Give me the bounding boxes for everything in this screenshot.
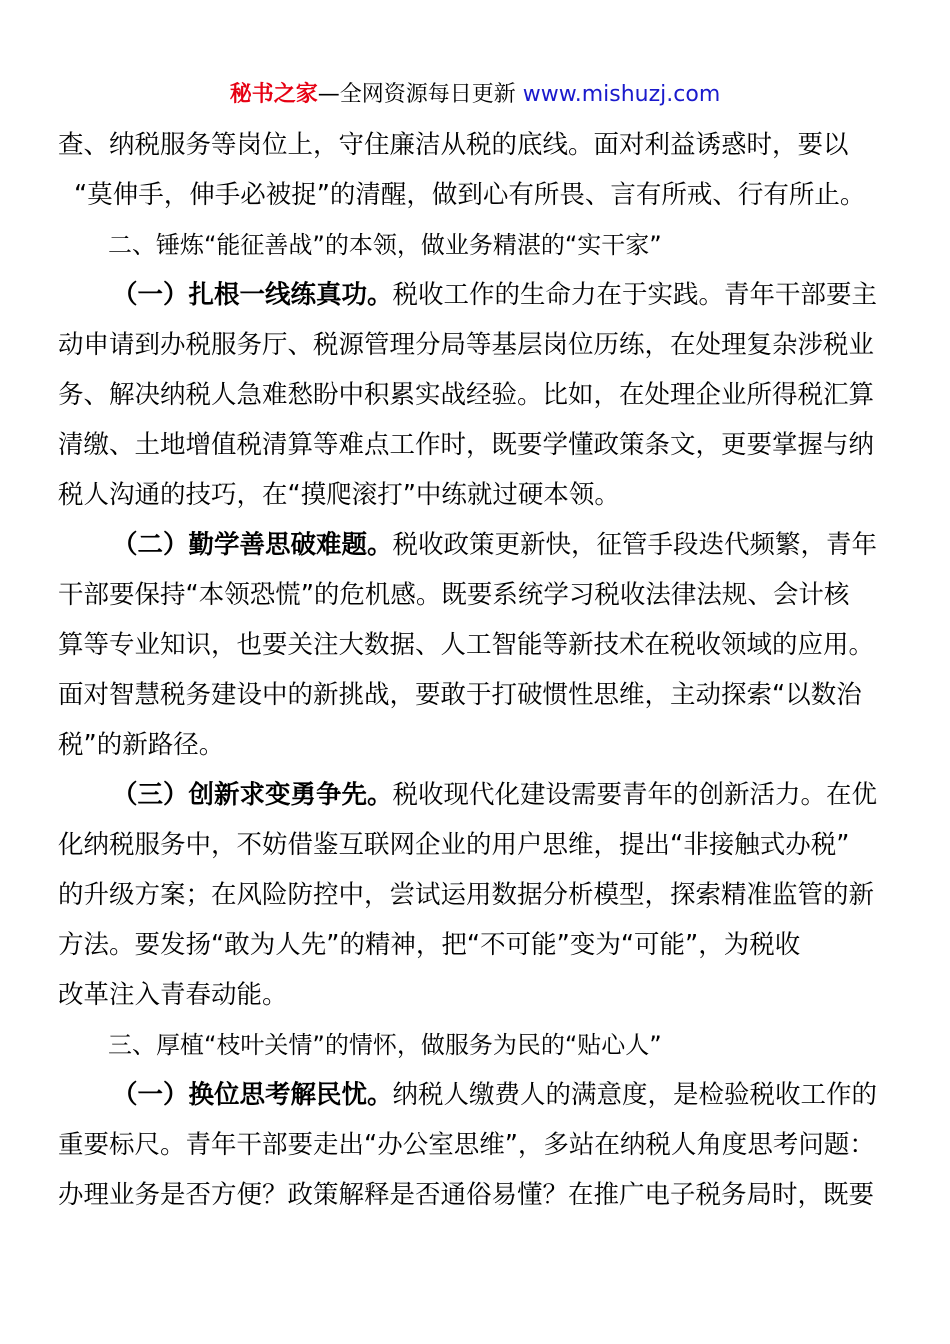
text-line: 算等专业知识，也要关注大数据、人工智能等新技术在税收领域的应用。 (58, 630, 875, 660)
section-heading: 三、厚植“枝叶关情”的情怀，做服务为民的“贴心人” (108, 1031, 662, 1059)
text-line: “莫伸手，伸手必被捉”的清醒，做到心有所畏、言有所戒、行有所止。 (74, 180, 866, 210)
site-url-link[interactable]: www.mishuzj.com (522, 82, 721, 107)
text-line: 化纳税服务中，不妨借鉴互联网企业的用户思维，提出“非接触式办税” (58, 830, 850, 860)
paragraph-heading-line: （一）扎根一线练真功。税收工作的生命力在于实践。青年干部要主 (112, 280, 878, 310)
text-line: 干部要保持“本领恐慌”的危机感。既要系统学习税收法律法规、会计核 (58, 580, 850, 610)
section-heading: 二、锤炼“能征善战”的本领，做业务精湛的“实干家” (108, 231, 662, 259)
text-line: 办理业务是否方便？政策解释是否通俗易懂？在推广电子税务局时，既要 (58, 1180, 875, 1210)
text-line: 税”的新路径。 (58, 730, 225, 760)
text-line: 清缴、土地增值税清算等难点工作时，既要学懂政策条文，更要掌握与纳 (58, 430, 875, 460)
site-brand: 秘书之家 (229, 82, 318, 107)
subheading: （二）勤学善思破难题。 (112, 530, 393, 560)
text-line: 税人沟通的技巧，在“摸爬滚打”中练就过硬本领。 (58, 480, 620, 510)
text-line: 改革注入青春动能。 (58, 980, 288, 1010)
text-line: 查、纳税服务等岗位上，守住廉洁从税的底线。面对利益诱惑时，要以 (58, 130, 849, 160)
subheading: （三）创新求变勇争先。 (112, 780, 393, 810)
text-line: 方法。要发扬“敢为人先”的精神，把“不可能”变为“可能”，为税收 (58, 930, 801, 960)
paragraph-heading-line: （三）创新求变勇争先。税收现代化建设需要青年的创新活力。在优 (112, 780, 878, 810)
site-header (0, 80, 950, 110)
subheading: （一）换位思考解民忧。 (112, 1080, 393, 1110)
text-line: 务、解决纳税人急难愁盼中积累实战经验。比如，在处理企业所得税汇算 (58, 380, 875, 410)
text-line: 动申请到办税服务厅、税源管理分局等基层岗位历练，在处理复杂涉税业 (58, 330, 875, 360)
text-line: 重要标尺。青年干部要走出“办公室思维”，多站在纳税人角度思考问题： (58, 1130, 875, 1160)
text-line: 的升级方案；在风险防控中，尝试运用数据分析模型，探索精准监管的新 (58, 880, 875, 910)
paragraph-heading-line: （一）换位思考解民忧。纳税人缴费人的满意度，是检验税收工作的 (112, 1080, 878, 1110)
paragraph-heading-line: （二）勤学善思破难题。税收政策更新快，征管手段迭代频繁，青年 (112, 530, 878, 560)
site-tagline: —全网资源每日更新 (317, 82, 516, 107)
subheading: （一）扎根一线练真功。 (112, 280, 393, 310)
text-line: 面对智慧税务建设中的新挑战，要敢于打破惯性思维，主动探索“以数治 (58, 680, 862, 710)
